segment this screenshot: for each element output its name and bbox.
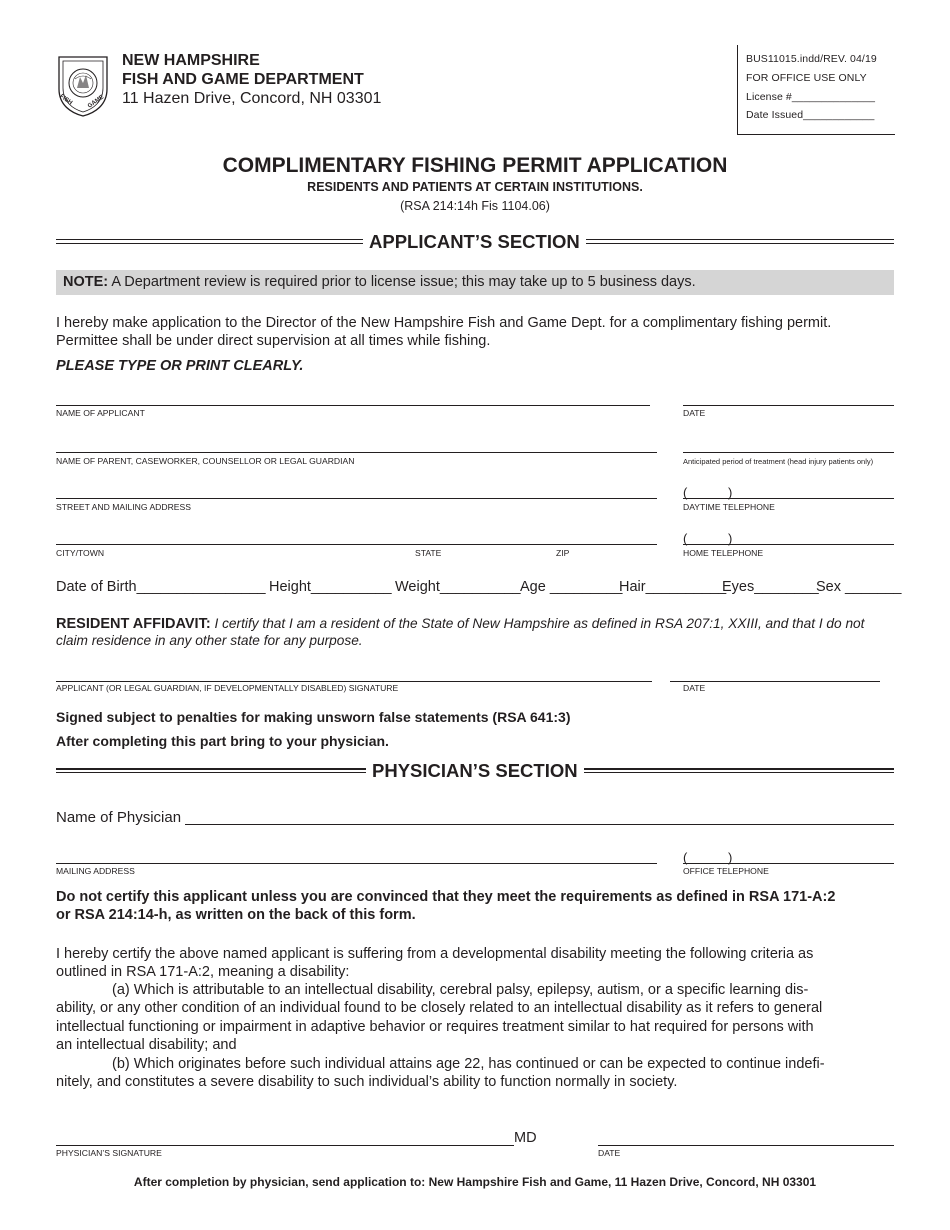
guardian-name-line[interactable]: [56, 452, 657, 453]
affidavit-label: RESIDENT AFFIDAVIT:: [56, 616, 211, 632]
seal-label-game: GAME: [86, 94, 106, 110]
age-field[interactable]: Age _________: [520, 579, 623, 595]
hair-field[interactable]: Hair__________: [619, 579, 727, 595]
height-field[interactable]: Height__________: [269, 579, 392, 595]
state-label: STATE: [415, 548, 442, 558]
applicant-signature-line[interactable]: [56, 681, 652, 682]
office-phone-label: OFFICE TELEPHONE: [683, 866, 769, 876]
physician-section-title: PHYSICIAN’S SECTION: [366, 760, 584, 782]
treatment-period-label: Anticipated period of treatment (head injury patients only): [683, 457, 874, 466]
criteria-a-line1: (a) Which is attributable to an intellectual disability, cerebral palsy, epilepsy, autism, or a specific learning dis-: [112, 982, 809, 998]
application-date-label: DATE: [683, 408, 706, 418]
note-body: A Department review is required prior to license issue; this may take up to 5 business days.: [108, 274, 696, 290]
home-phone-paren-open: (: [683, 531, 688, 546]
daytime-phone-line[interactable]: [683, 498, 894, 499]
applicant-name-label: NAME OF APPLICANT: [56, 408, 145, 418]
resident-affidavit-line2: claim residence in any other state for any purpose.: [56, 633, 363, 648]
intro-line1: I hereby make application to the Director of the New Hampshire Fish and Game Dept. for a complimentary fishing permit.: [56, 315, 832, 331]
criteria-a-line4: an intellectual disability; and: [56, 1037, 237, 1053]
applicant-signature-date-line[interactable]: [670, 681, 880, 682]
affidavit-text1: I certify that I am a resident of the State of New Hampshire as defined in RSA 207:1, XXIII, and that I do not: [210, 616, 865, 631]
applicant-name-line[interactable]: [56, 405, 650, 406]
guardian-name-label: NAME OF PARENT, CASEWORKER, COUNSELLOR OR LEGAL GUARDIAN: [56, 456, 355, 466]
criteria-a-line3: intellectual functioning or impairment in adaptive behavior or requires treatment similar to hat required for persons with: [56, 1019, 814, 1035]
weight-field[interactable]: Weight__________: [395, 579, 521, 595]
certify-line2: outlined in RSA 171-A:2, meaning a disability:: [56, 964, 350, 980]
city-state-zip-line[interactable]: [56, 544, 657, 545]
home-phone-line[interactable]: [683, 544, 894, 545]
license-number-field: License #______________: [746, 91, 876, 103]
intro-line2: Permittee shall be under direct supervision at all times while fishing.: [56, 333, 491, 349]
treatment-period-line[interactable]: [683, 452, 894, 453]
department-address: 11 Hazen Drive, Concord, NH 03301: [122, 90, 382, 107]
criteria-b-line2: nitely, and constitutes a severe disability to such individual’s ability to function normally in society.: [56, 1074, 678, 1090]
criteria-a-line2: ability, or any other condition of an individual found to be closely related to an intellectual disability as it refers to general: [56, 1000, 823, 1016]
date-issued-field: Date Issued____________: [746, 109, 875, 121]
physician-name-label: Name of Physician: [56, 809, 185, 826]
applicant-signature-label: APPLICANT (OR LEGAL GUARDIAN, IF DEVELOPMENTALLY DISABLED) SIGNATURE: [56, 683, 399, 693]
department-name-line2: FISH AND GAME DEPARTMENT: [122, 71, 364, 88]
physician-signature-line[interactable]: [56, 1145, 514, 1146]
daytime-phone-paren-open: (: [683, 485, 688, 500]
criteria-b-line1: (b) Which originates before such individual attains age 22, has continued or can be expected to continue indefi-: [112, 1056, 825, 1072]
department-seal: [55, 53, 111, 118]
note-label: NOTE:: [63, 274, 109, 290]
applicant-section-title: APPLICANT’S SECTION: [363, 231, 586, 253]
zip-label: ZIP: [556, 548, 570, 558]
seal-icon: [55, 53, 111, 118]
office-phone-paren-close: ): [728, 850, 733, 865]
daytime-phone-paren-close: ): [728, 485, 733, 500]
certify-warning-line2: or RSA 214:14-h, as written on the back of this form.: [56, 907, 416, 923]
physician-mailing-label: MAILING ADDRESS: [56, 866, 135, 876]
note-text: [63, 274, 696, 290]
application-date-line[interactable]: [683, 405, 894, 406]
footer-instructions: After completion by physician, send application to: New Hampshire Fish and Game, 11 Hazen Drive, Concord, NH 03301: [133, 1175, 817, 1189]
city-label: CITY/TOWN: [56, 548, 105, 558]
md-suffix: MD: [514, 1130, 537, 1146]
page-subtitle: RESIDENTS AND PATIENTS AT CERTAIN INSTITUTIONS.: [307, 180, 643, 194]
applicant-signature-date-label: DATE: [683, 683, 706, 693]
rsa-reference: (RSA 214:14h Fis 1104.06): [400, 199, 550, 213]
page-title: COMPLIMENTARY FISHING PERMIT APPLICATION: [222, 154, 728, 177]
street-address-line[interactable]: [56, 498, 657, 499]
certify-warning-line1: Do not certify this applicant unless you are convinced that they meet the requirements as defined in RSA 171-A:2: [56, 889, 836, 905]
office-use-label: FOR OFFICE USE ONLY: [746, 72, 867, 84]
bring-to-physician: After completing this part bring to your physician.: [56, 733, 389, 749]
eyes-field[interactable]: Eyes________: [722, 579, 819, 595]
resident-affidavit-line1: [56, 615, 906, 634]
street-address-label: STREET AND MAILING ADDRESS: [56, 502, 191, 512]
physician-mailing-line[interactable]: [56, 863, 657, 864]
office-phone-line[interactable]: [683, 863, 894, 864]
date-of-birth-field[interactable]: Date of Birth________________: [56, 579, 266, 595]
home-phone-paren-close: ): [728, 531, 733, 546]
penalty-statement: Signed subject to penalties for making unsworn false statements (RSA 641:3): [56, 709, 571, 725]
physician-signature-label: PHYSICIAN’S SIGNATURE: [56, 1148, 162, 1158]
physician-date-label: DATE: [598, 1148, 621, 1158]
department-name-line1: NEW HAMPSHIRE: [122, 52, 260, 69]
daytime-phone-label: DAYTIME TELEPHONE: [683, 502, 775, 512]
office-phone-paren-open: (: [683, 850, 688, 865]
physician-date-line[interactable]: [598, 1145, 894, 1146]
print-clearly-instruction: PLEASE TYPE OR PRINT CLEARLY.: [56, 358, 304, 374]
home-phone-label: HOME TELEPHONE: [683, 548, 764, 558]
form-id: BUS11015.indd/REV. 04/19: [746, 53, 877, 65]
seal-label-fish: FISH: [58, 93, 74, 107]
sex-field[interactable]: Sex _______: [816, 579, 902, 595]
certify-line1: I hereby certify the above named applicant is suffering from a developmental disability meeting the following criteria as: [56, 946, 814, 962]
